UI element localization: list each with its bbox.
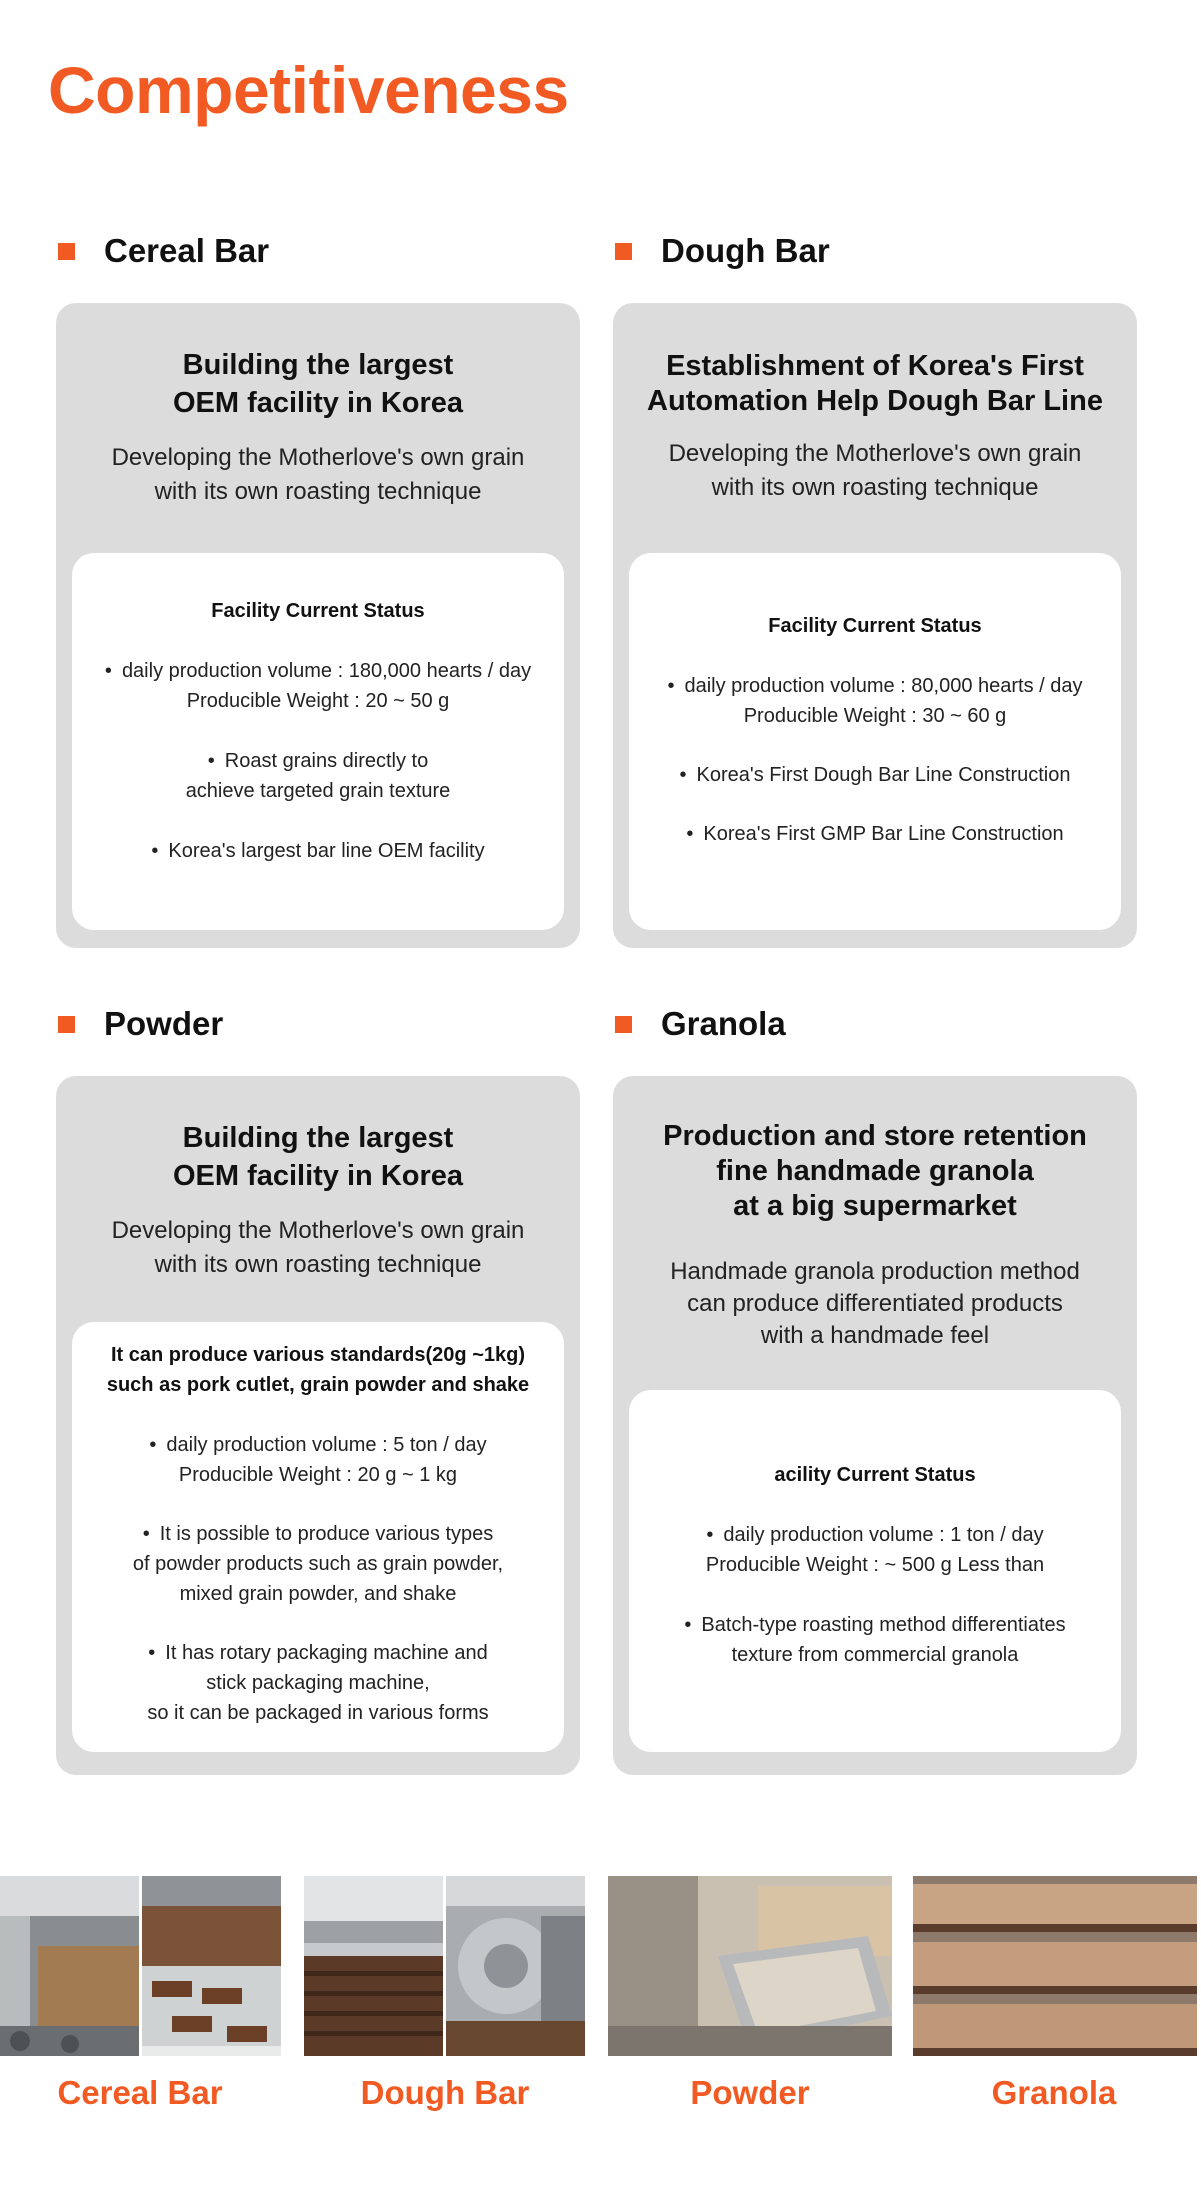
card-powder [56,1076,580,1775]
facility-status-box [629,1390,1121,1752]
cereal-bar-photo [0,1876,281,2056]
facility-status-heading: acility Current Status [774,1464,976,1486]
section-heading-label: Powder [104,1005,224,1042]
card-description: Developing the Motherlove's own grain with its own roasting technique [668,440,1082,501]
square-bullet-icon [615,243,632,260]
list-item: • It is possible to produce various types of powder products such as grain powder, mixed grain powder, and shake [132,1523,504,1605]
section-heading-cereal-bar [58,231,269,271]
card-cereal-bar [56,303,580,948]
card-description: Developing the Motherlove's own grain with its own roasting technique [111,444,525,505]
section-heading-label: Dough Bar [661,232,830,269]
section-heading-powder [58,1004,223,1044]
facility-status-box [629,553,1121,930]
section-heading-label: Granola [661,1005,786,1042]
facility-status-box [72,1322,564,1752]
facility-status-heading: Facility Current Status [211,600,425,622]
facility-status-heading: Facility Current Status [768,615,982,637]
list-item: • Batch-type roasting method differentiates texture from commercial granola [684,1614,1066,1666]
list-item: • daily production volume : 5 ton / day Producible Weight : 20 g ~ 1 kg [149,1434,487,1486]
powder-photo [608,1876,892,2056]
square-bullet-icon [615,1016,632,1033]
card-dough-bar [613,303,1137,948]
list-item: • daily production volume : 1 ton / day Producible Weight : ~ 500 g Less than [705,1524,1045,1576]
facility-status-box [72,553,564,930]
photo-label-dough-bar: Dough Bar [360,2074,530,2111]
dough-bar-photo [304,1876,585,2056]
card-description: Developing the Motherlove's own grain with its own roasting technique [111,1217,525,1278]
section-heading-label: Cereal Bar [104,232,270,269]
card-title: Building the largest OEM facility in Korea [172,349,464,419]
photo-label-granola: Granola [991,2074,1117,2111]
list-item: • Korea's First Dough Bar Line Construction [679,764,1071,786]
square-bullet-icon [58,1016,75,1033]
list-item: • It has rotary packaging machine and stick packaging machine, so it can be packaged in various forms [147,1642,489,1724]
list-item: • daily production volume : 180,000 hearts / day Producible Weight : 20 ~ 50 g [104,660,532,712]
card-title: Production and store retention fine handmade granola at a big supermarket [663,1120,1087,1222]
photo-label-powder: Powder [690,2074,810,2111]
facility-status-heading: It can produce various standards(20g ~1kg) such as pork cutlet, grain powder and shake [106,1344,530,1396]
card-title: Building the largest OEM facility in Korea [172,1122,464,1192]
card-title: Establishment of Korea's First Automation Help Dough Bar Line [647,350,1103,417]
card-granola [613,1076,1137,1775]
list-item: • daily production volume : 80,000 hearts / day Producible Weight : 30 ~ 60 g [667,675,1083,727]
list-item: • Korea's First GMP Bar Line Construction [686,823,1064,845]
list-item: • Roast grains directly to achieve targeted grain texture [185,750,451,802]
page-title: Competitiveness [48,53,569,127]
section-heading-dough-bar [615,231,830,271]
list-item: • Korea's largest bar line OEM facility [151,840,485,862]
photo-label-cereal-bar: Cereal Bar [57,2074,223,2111]
section-heading-granola [615,1004,786,1044]
square-bullet-icon [58,243,75,260]
granola-photo [913,1876,1197,2056]
card-description: Handmade granola production method can produce differentiated products with a handmade feel [670,1258,1080,1349]
